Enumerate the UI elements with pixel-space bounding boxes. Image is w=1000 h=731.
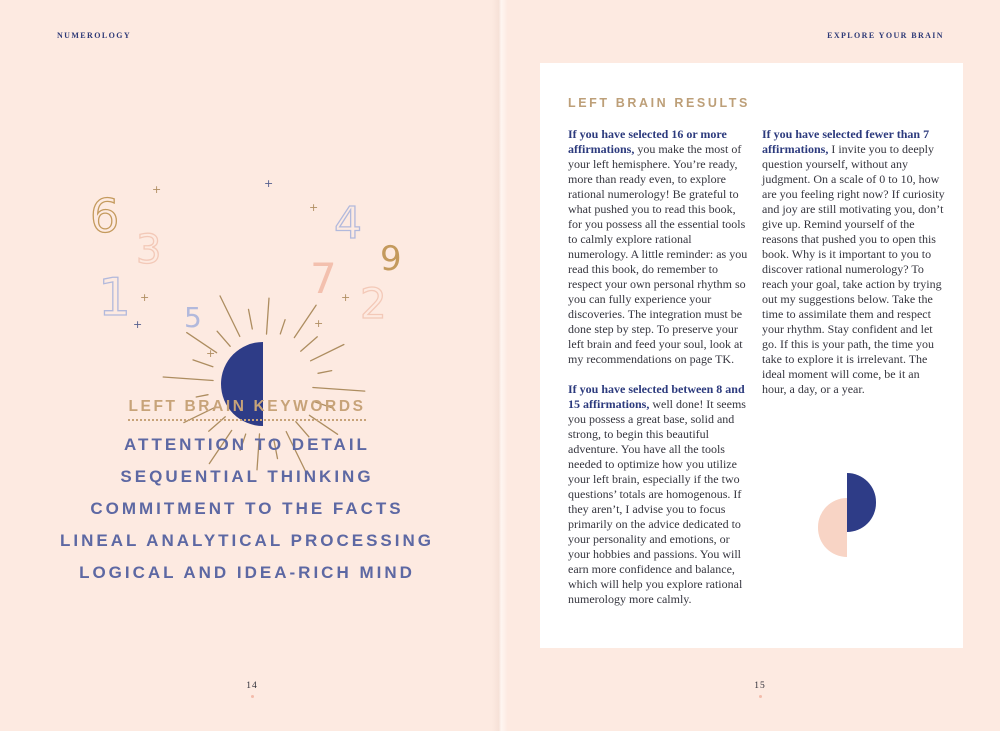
results-columns (568, 127, 946, 622)
page-number-right (730, 681, 790, 698)
keyword-item: COMMITMENT TO THE FACTS (90, 499, 404, 518)
scatter-number-6: 6 (90, 189, 120, 243)
results-paragraph (568, 382, 751, 607)
keyword-item: SEQUENTIAL THINKING (120, 467, 374, 486)
paragraph-body: I invite you to deeply question yourself, without any judgment. On a scale of 0 to 10, how are you feeling right now? If curiosity and joy are still motivating you, don’t give up. Remind yourself of the reasons that pushed you to open this book. Why is it important to you to discover rational numerology? To reach your goal, take action by trying out my suggestions below. Take the time to assimilate them and respect your rhythm. Stay confident and let go. If this is your path, the time you take to explore it is irrelevant. The ideal moment will come, be it an hour, a day, or a year. (762, 142, 945, 396)
results-paragraph (568, 127, 751, 367)
sparkle-icon: + (314, 317, 324, 330)
sparkle-icon: + (309, 201, 319, 214)
page-number-left (222, 681, 282, 698)
running-header-right: EXPLORE YOUR BRAIN (827, 31, 944, 40)
keyword-item: LINEAL ANALYTICAL PROCESSING (60, 531, 434, 550)
keyword-item: ATTENTION TO DETAIL (124, 435, 370, 454)
paragraph-lead: If you have selected between 8 and 15 affirmations, (568, 382, 745, 411)
page-number-value: 14 (246, 681, 258, 691)
scatter-number-9: 9 (380, 239, 402, 279)
keywords-title: LEFT BRAIN KEYWORDS (128, 398, 365, 421)
scatter-number-5: 5 (184, 301, 202, 334)
page-dot-icon (251, 695, 254, 698)
right-page-card (540, 63, 963, 648)
keywords-block (0, 398, 494, 589)
sparkle-icon: + (264, 177, 274, 190)
page-dot-icon (759, 695, 762, 698)
keyword-item: LOGICAL AND IDEA-RICH MIND (79, 563, 415, 582)
sparkle-icon: + (140, 291, 150, 304)
sparkle-icon: + (133, 318, 143, 331)
sparkle-icon: + (206, 347, 216, 360)
scatter-number-1: 1 (98, 268, 132, 328)
sparkle-icon: + (152, 183, 162, 196)
paragraph-lead: If you have selected 16 or more affirmations, (568, 127, 727, 156)
sparkle-icon: + (341, 291, 351, 304)
paragraph-lead: If you have selected fewer than 7 affirmations, (762, 127, 930, 156)
keywords-list (0, 429, 494, 589)
sunburst-illustration (0, 120, 500, 410)
scatter-number-7: 7 (310, 254, 337, 303)
scatter-number-4: 4 (334, 198, 362, 249)
results-heading: LEFT BRAIN RESULTS (568, 96, 750, 110)
results-column-2 (762, 127, 945, 622)
page-number-value: 15 (754, 681, 766, 691)
scatter-number-3: 3 (136, 227, 162, 273)
running-header-left: NUMEROLOGY (57, 31, 131, 40)
paragraph-body: you make the most of your left hemisphere. You’re ready, more than ready even, to explore rational numerology! Be grateful to what pushed you to read this book, for you possess all the essential tools to calmly explore rational numerology. A little reminder: as you read this book, do remember to respect your own personal rhythm so you can fully experience your discoveries. The integration must be done step by step. To preserve your left brain and feed your soul, look at my recommendations on page TK. (568, 142, 748, 366)
results-column-1 (568, 127, 751, 622)
paragraph-body: well done! It seems you possess a great base, solid and strong, to begin this beautiful adventure. You have all the tools needed to optimize how you utilize your left brain, especially if the two questions’ totals are homogenous. If they aren’t, I advise you to focus primarily on the advice dedicated to your personality and emotions, or your hobbies and passions. You will earn more confidence and balance, which will help you explore rational numerology more calmly. (568, 397, 746, 606)
scatter-number-2: 2 (360, 279, 387, 328)
results-paragraph (762, 127, 945, 397)
